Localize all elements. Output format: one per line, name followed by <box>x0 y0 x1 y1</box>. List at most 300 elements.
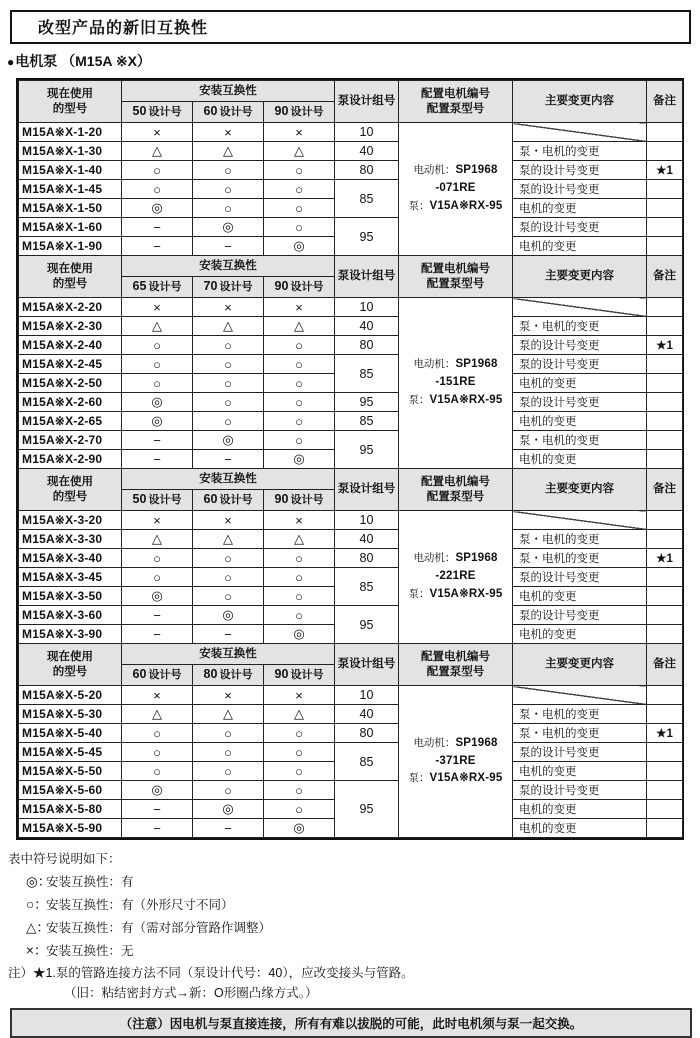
model-cell: M15A※X-1-50 <box>19 199 122 218</box>
remark-cell <box>647 431 683 450</box>
compat-cell: ○ <box>122 180 193 199</box>
compat-cell: × <box>193 511 264 530</box>
table-row <box>19 511 683 530</box>
compat-cell: ○ <box>193 393 264 412</box>
col-header-remarks: 备注 <box>647 81 683 123</box>
col-header-design-1: 50 设计号 <box>122 490 193 511</box>
compat-cell: △ <box>264 317 335 336</box>
note-star1-line2: （旧：粘结密封方式→新：O形圈凸缘方式。） <box>64 986 318 1000</box>
model-cell: M15A※X-5-30 <box>19 705 122 724</box>
change-cell: 电机的变更 <box>513 450 647 469</box>
motor-config-cell: 电动机：SP1968 -371RE 泵：V15A※RX-95 <box>399 686 513 838</box>
table-row <box>19 393 683 412</box>
design-group-cell: 40 <box>335 317 399 336</box>
model-cell: M15A※X-2-45 <box>19 355 122 374</box>
design-group-cell: 95 <box>335 606 399 644</box>
compat-cell: ○ <box>122 568 193 587</box>
design-group-cell: 80 <box>335 724 399 743</box>
compat-cell: △ <box>122 530 193 549</box>
motor-config-cell: 电动机：SP1968 -071RE 泵：V15A※RX-95 <box>399 123 513 256</box>
compat-cell: ○ <box>264 743 335 762</box>
compat-cell: ○ <box>193 549 264 568</box>
design-group-cell: 85 <box>335 180 399 218</box>
compat-table-1 <box>18 80 683 256</box>
design-group-cell: 40 <box>335 142 399 161</box>
col-header-remarks: 备注 <box>647 256 683 298</box>
legend-item: ○：安装互换性：有（外形尺寸不同） <box>26 893 694 913</box>
table-row <box>19 568 683 587</box>
col-header-design-1: 60 设计号 <box>122 665 193 686</box>
design-group-cell: 85 <box>335 412 399 431</box>
compat-cell: ○ <box>193 781 264 800</box>
compat-cell: ○ <box>122 724 193 743</box>
compat-cell: × <box>264 298 335 317</box>
remark-cell <box>647 412 683 431</box>
compat-cell: △ <box>264 142 335 161</box>
compat-cell: ○ <box>193 587 264 606</box>
compat-cell: ○ <box>193 180 264 199</box>
table-row <box>19 218 683 237</box>
compat-cell: ○ <box>264 568 335 587</box>
table-row <box>19 431 683 450</box>
model-cell: M15A※X-3-90 <box>19 625 122 644</box>
change-cell-diagonal <box>513 123 647 142</box>
change-cell: 泵・电机的变更 <box>513 142 647 161</box>
compat-cell: ◎ <box>264 450 335 469</box>
note-star1: 注）★1.泵的管路连接方法不同（泵设计代号：40），应改变接头与管路。 <box>8 966 414 980</box>
remark-cell <box>647 123 683 142</box>
model-cell: M15A※X-5-90 <box>19 819 122 838</box>
remark-cell <box>647 237 683 256</box>
table-header-row <box>19 81 683 102</box>
remark-cell <box>647 800 683 819</box>
notice-banner: （注意）因电机与泵直接连接，所有有难以拔脱的可能，此时电机须与泵一起交换。 <box>10 1008 692 1038</box>
change-cell: 泵的设计号变更 <box>513 743 647 762</box>
col-header-group: 泵设计组号 <box>335 256 399 298</box>
model-cell: M15A※X-3-40 <box>19 549 122 568</box>
table-row <box>19 412 683 431</box>
compat-cell: ○ <box>193 374 264 393</box>
compat-cell: △ <box>193 142 264 161</box>
col-header-design-3: 90 设计号 <box>264 665 335 686</box>
compat-cell: ○ <box>264 218 335 237</box>
double-circle-icon: ◎： <box>26 874 52 889</box>
change-cell: 电机的变更 <box>513 237 647 256</box>
remark-cell <box>647 743 683 762</box>
compat-cell: × <box>122 686 193 705</box>
bullet-icon: ● <box>7 55 15 69</box>
col-header-compat: 安装互换性 <box>122 469 335 490</box>
page-title: 改型产品的新旧互换性 <box>10 10 691 44</box>
remark-cell <box>647 568 683 587</box>
design-group-cell: 10 <box>335 298 399 317</box>
table-row <box>19 161 683 180</box>
table-row <box>19 724 683 743</box>
design-group-cell: 95 <box>335 431 399 469</box>
col-header-design-1: 50 设计号 <box>122 102 193 123</box>
compat-cell: ○ <box>264 724 335 743</box>
col-header-model: 现在使用 的型号 <box>19 256 122 298</box>
design-group-cell: 80 <box>335 549 399 568</box>
model-cell: M15A※X-1-90 <box>19 237 122 256</box>
col-header-design-2: 60 设计号 <box>193 490 264 511</box>
table-row <box>19 606 683 625</box>
compat-cell: ○ <box>264 781 335 800</box>
compat-cell: ○ <box>122 549 193 568</box>
compat-cell: △ <box>122 705 193 724</box>
design-group-cell: 95 <box>335 781 399 838</box>
model-cell: M15A※X-5-40 <box>19 724 122 743</box>
model-cell: M15A※X-2-40 <box>19 336 122 355</box>
change-cell: 电机的变更 <box>513 199 647 218</box>
change-cell: 泵・电机的变更 <box>513 530 647 549</box>
compat-cell: ◎ <box>193 431 264 450</box>
table-row <box>19 355 683 374</box>
compat-cell: − <box>122 625 193 644</box>
compat-cell: ○ <box>264 180 335 199</box>
remark-cell <box>647 606 683 625</box>
change-cell: 泵的设计号变更 <box>513 161 647 180</box>
col-header-design-3: 90 设计号 <box>264 277 335 298</box>
compat-cell: ◎ <box>122 781 193 800</box>
compat-cell: − <box>122 218 193 237</box>
remark-cell <box>647 298 683 317</box>
compat-cell: ○ <box>122 355 193 374</box>
compat-cell: × <box>264 686 335 705</box>
model-cell: M15A※X-5-45 <box>19 743 122 762</box>
remark-cell: ★1 <box>647 724 683 743</box>
footer-notes <box>8 849 694 1038</box>
table-row <box>19 743 683 762</box>
remark-cell <box>647 374 683 393</box>
compat-cell: ○ <box>264 393 335 412</box>
table-row <box>19 317 683 336</box>
model-cell: M15A※X-2-20 <box>19 298 122 317</box>
design-group-cell: 40 <box>335 705 399 724</box>
remark-cell <box>647 511 683 530</box>
compat-cell: ○ <box>122 762 193 781</box>
col-header-design-2: 60 设计号 <box>193 102 264 123</box>
compat-cell: − <box>122 819 193 838</box>
change-cell: 泵・电机的变更 <box>513 549 647 568</box>
compat-cell: ○ <box>193 355 264 374</box>
remark-cell <box>647 199 683 218</box>
col-header-model <box>19 81 122 123</box>
table-row <box>19 686 683 705</box>
model-cell: M15A※X-3-60 <box>19 606 122 625</box>
table-row <box>19 336 683 355</box>
legend-item: ×：安装互换性：无 <box>26 939 694 959</box>
remark-cell <box>647 530 683 549</box>
remark-cell <box>647 587 683 606</box>
model-cell: M15A※X-2-30 <box>19 317 122 336</box>
design-group-cell: 10 <box>335 511 399 530</box>
compat-cell: ○ <box>122 336 193 355</box>
change-cell: 泵的设计号变更 <box>513 568 647 587</box>
remark-cell <box>647 355 683 374</box>
model-cell: M15A※X-5-60 <box>19 781 122 800</box>
design-group-cell: 40 <box>335 530 399 549</box>
compat-cell: × <box>122 511 193 530</box>
compat-cell: ◎ <box>122 199 193 218</box>
table-row <box>19 549 683 568</box>
remark-cell <box>647 317 683 336</box>
model-cell: M15A※X-2-65 <box>19 412 122 431</box>
compat-cell: × <box>193 123 264 142</box>
change-cell: 电机的变更 <box>513 800 647 819</box>
triangle-icon: △： <box>26 920 50 935</box>
compat-cell: ○ <box>264 374 335 393</box>
compat-cell: ○ <box>264 412 335 431</box>
compat-cell: ○ <box>264 800 335 819</box>
remark-cell <box>647 393 683 412</box>
compat-cell: △ <box>193 317 264 336</box>
col-header-compat: 安装互换性 <box>122 256 335 277</box>
design-group-cell: 95 <box>335 393 399 412</box>
compat-cell: △ <box>122 142 193 161</box>
col-header-changes: 主要变更内容 <box>513 256 647 298</box>
remark-cell: ★1 <box>647 549 683 568</box>
compat-cell: △ <box>264 530 335 549</box>
table-row <box>19 180 683 199</box>
circle-icon: ○： <box>26 897 48 912</box>
table-header-row <box>19 644 683 665</box>
compat-cell: ○ <box>193 161 264 180</box>
change-cell: 泵的设计号变更 <box>513 393 647 412</box>
remark-cell <box>647 819 683 838</box>
model-cell: M15A※X-2-60 <box>19 393 122 412</box>
legend-item: △：安装互换性：有（需对部分管路作调整） <box>26 916 694 936</box>
cross-icon: ×： <box>26 943 48 958</box>
compat-cell: − <box>122 450 193 469</box>
compat-cell: − <box>122 431 193 450</box>
legend-title: 表中符号说明如下： <box>8 852 121 866</box>
col-header-motor-line2: 配置泵型号 <box>426 102 485 115</box>
compat-cell: − <box>122 606 193 625</box>
compat-cell: × <box>122 123 193 142</box>
compat-cell: ◎ <box>122 587 193 606</box>
compat-cell: ○ <box>193 724 264 743</box>
compat-cell: ○ <box>122 161 193 180</box>
change-cell-diagonal <box>513 686 647 705</box>
col-header-group: 泵设计组号 <box>335 644 399 686</box>
col-header-model-line2: 的型号 <box>52 102 88 115</box>
model-cell: M15A※X-5-50 <box>19 762 122 781</box>
model-cell: M15A※X-3-50 <box>19 587 122 606</box>
table-row <box>19 781 683 800</box>
change-cell: 电机的变更 <box>513 412 647 431</box>
compat-cell: − <box>193 237 264 256</box>
col-header-changes: 主要变更内容 <box>513 644 647 686</box>
model-cell: M15A※X-1-20 <box>19 123 122 142</box>
compat-cell: ○ <box>264 549 335 568</box>
col-header-model-line1: 现在使用 <box>47 88 93 101</box>
change-cell-diagonal <box>513 298 647 317</box>
compat-cell: ○ <box>264 762 335 781</box>
compat-cell: ○ <box>193 762 264 781</box>
subtitle-text: 电机泵 （M15A ※X） <box>15 53 151 69</box>
compat-cell: ○ <box>264 336 335 355</box>
design-group-cell: 85 <box>335 355 399 393</box>
remark-cell <box>647 218 683 237</box>
col-header-group: 泵设计组号 <box>335 469 399 511</box>
compat-cell: ○ <box>264 587 335 606</box>
compat-table-4 <box>18 643 683 838</box>
change-cell: 泵的设计号变更 <box>513 355 647 374</box>
remark-cell <box>647 762 683 781</box>
model-cell: M15A※X-1-60 <box>19 218 122 237</box>
col-header-remarks: 备注 <box>647 469 683 511</box>
design-group-cell: 85 <box>335 743 399 781</box>
design-group-cell: 10 <box>335 123 399 142</box>
compat-cell: ○ <box>264 606 335 625</box>
change-cell: 泵的设计号变更 <box>513 218 647 237</box>
compat-cell: ○ <box>264 199 335 218</box>
model-cell: M15A※X-2-90 <box>19 450 122 469</box>
motor-config-cell: 电动机：SP1968 -151RE 泵：V15A※RX-95 <box>399 298 513 469</box>
compat-cell: × <box>264 123 335 142</box>
model-cell: M15A※X-2-50 <box>19 374 122 393</box>
col-header-compat: 安装互换性 <box>122 81 335 102</box>
compat-cell: △ <box>122 317 193 336</box>
section-subtitle <box>7 51 694 71</box>
compat-cell: ◎ <box>122 393 193 412</box>
compat-cell: − <box>122 237 193 256</box>
change-cell: 电机的变更 <box>513 819 647 838</box>
design-group-cell: 80 <box>335 336 399 355</box>
change-cell: 泵・电机的变更 <box>513 705 647 724</box>
table-row <box>19 123 683 142</box>
compat-cell: △ <box>193 530 264 549</box>
compat-cell: ○ <box>264 161 335 180</box>
model-cell: M15A※X-1-45 <box>19 180 122 199</box>
col-header-design-3: 90 设计号 <box>264 102 335 123</box>
table-row <box>19 705 683 724</box>
compat-table-2 <box>18 255 683 469</box>
model-cell: M15A※X-2-70 <box>19 431 122 450</box>
table-row <box>19 142 683 161</box>
col-header-design-2: 80 设计号 <box>193 665 264 686</box>
change-cell-diagonal <box>513 511 647 530</box>
col-header-remarks: 备注 <box>647 644 683 686</box>
model-cell: M15A※X-1-30 <box>19 142 122 161</box>
col-header-design-1: 65 设计号 <box>122 277 193 298</box>
remark-cell <box>647 705 683 724</box>
compat-cell: ○ <box>193 199 264 218</box>
model-cell: M15A※X-1-40 <box>19 161 122 180</box>
change-cell: 泵・电机的变更 <box>513 317 647 336</box>
compat-cell: − <box>193 450 264 469</box>
col-header-compat: 安装互换性 <box>122 644 335 665</box>
col-header-design-3: 90 设计号 <box>264 490 335 511</box>
col-header-motor: 配置电机编号 配置泵型号 <box>399 469 513 511</box>
design-group-cell: 80 <box>335 161 399 180</box>
table-row <box>19 530 683 549</box>
col-header-motor-line1: 配置电机编号 <box>421 88 490 101</box>
remark-cell <box>647 142 683 161</box>
change-cell: 电机的变更 <box>513 587 647 606</box>
compat-cell: ○ <box>122 743 193 762</box>
remark-cell <box>647 450 683 469</box>
compat-cell: ○ <box>193 336 264 355</box>
change-cell: 泵・电机的变更 <box>513 724 647 743</box>
table-header-row <box>19 469 683 490</box>
model-cell: M15A※X-3-30 <box>19 530 122 549</box>
compat-cell: ◎ <box>264 625 335 644</box>
compat-cell: − <box>193 819 264 838</box>
change-cell: 泵的设计号变更 <box>513 606 647 625</box>
compat-cell: ◎ <box>193 800 264 819</box>
compat-cell: ◎ <box>193 218 264 237</box>
col-header-motor: 配置电机编号 配置泵型号 <box>399 256 513 298</box>
compat-cell: − <box>122 800 193 819</box>
compat-cell: ○ <box>122 374 193 393</box>
change-cell: 电机的变更 <box>513 374 647 393</box>
col-header-changes: 主要变更内容 <box>513 469 647 511</box>
compat-cell: ◎ <box>264 237 335 256</box>
change-cell: 泵的设计号变更 <box>513 781 647 800</box>
compat-cell: ○ <box>193 412 264 431</box>
model-cell: M15A※X-3-45 <box>19 568 122 587</box>
model-cell: M15A※X-5-80 <box>19 800 122 819</box>
compat-cell: ○ <box>264 355 335 374</box>
col-header-model: 现在使用 的型号 <box>19 469 122 511</box>
compat-cell: × <box>193 298 264 317</box>
change-cell: 泵・电机的变更 <box>513 431 647 450</box>
design-group-cell: 85 <box>335 568 399 606</box>
model-cell: M15A※X-3-20 <box>19 511 122 530</box>
table-header-row <box>19 256 683 277</box>
compat-cell: △ <box>193 705 264 724</box>
compat-cell: △ <box>264 705 335 724</box>
compat-cell: × <box>193 686 264 705</box>
col-header-design-2: 70 设计号 <box>193 277 264 298</box>
compat-cell: × <box>122 298 193 317</box>
remark-cell: ★1 <box>647 336 683 355</box>
compat-cell: ◎ <box>264 819 335 838</box>
compat-cell: × <box>264 511 335 530</box>
compat-cell: ○ <box>193 743 264 762</box>
change-cell: 电机的变更 <box>513 762 647 781</box>
compat-cell: ◎ <box>193 606 264 625</box>
col-header-motor <box>399 81 513 123</box>
col-header-model: 现在使用 的型号 <box>19 644 122 686</box>
change-cell: 泵的设计号变更 <box>513 180 647 199</box>
compat-cell: − <box>193 625 264 644</box>
compat-cell: ○ <box>193 568 264 587</box>
table-row <box>19 298 683 317</box>
design-group-cell: 95 <box>335 218 399 256</box>
col-header-group: 泵设计组号 <box>335 81 399 123</box>
motor-config-cell: 电动机：SP1968 -221RE 泵：V15A※RX-95 <box>399 511 513 644</box>
legend-item: ◎：安装互换性：有 <box>26 870 694 890</box>
compatibility-tables <box>16 78 684 840</box>
remark-cell <box>647 180 683 199</box>
remark-cell <box>647 625 683 644</box>
design-group-cell: 10 <box>335 686 399 705</box>
compat-cell: ○ <box>264 431 335 450</box>
remark-cell: ★1 <box>647 161 683 180</box>
model-cell: M15A※X-5-20 <box>19 686 122 705</box>
change-cell: 电机的变更 <box>513 625 647 644</box>
compat-table-3 <box>18 468 683 644</box>
remark-cell <box>647 781 683 800</box>
change-cell: 泵的设计号变更 <box>513 336 647 355</box>
col-header-changes: 主要变更内容 <box>513 81 647 123</box>
compat-cell: ◎ <box>122 412 193 431</box>
remark-cell <box>647 686 683 705</box>
col-header-motor: 配置电机编号 配置泵型号 <box>399 644 513 686</box>
